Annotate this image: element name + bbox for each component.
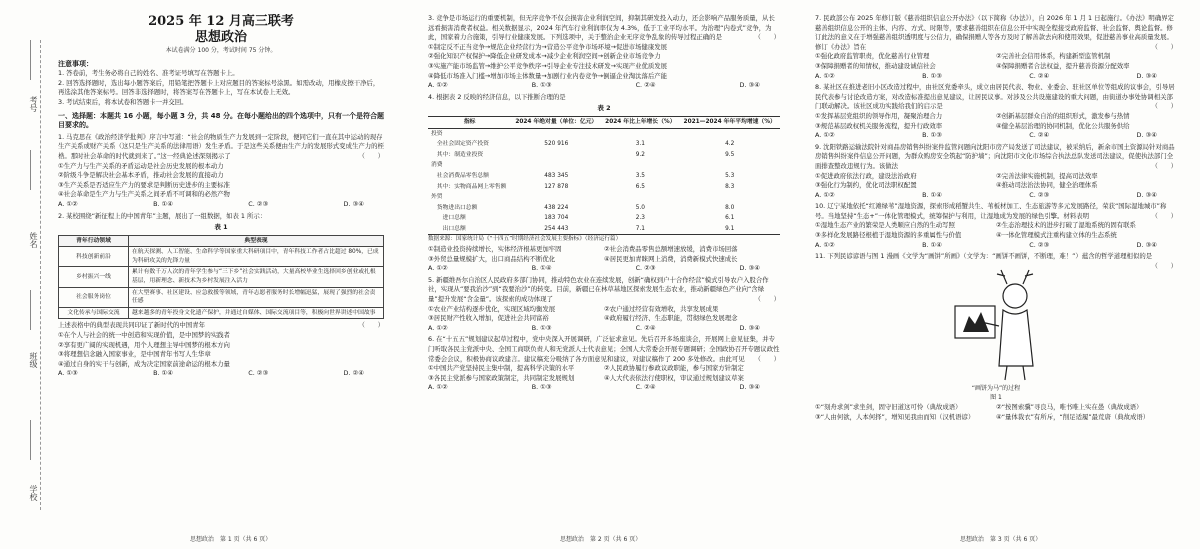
q4-items: ①制造业投资持续增长，实体经济根基更加牢固 ②社会消费品零售总额增速放缓，消费市场回落 ③外贸总量规模扩大，出口商品结构不断优化 ④居民更加青睐网上消费，消费新模式快速成长 [428,245,738,263]
q5-items: ①农业产业结构逐步优化，实现区域均衡发展 ②农户通过经营有效增收，共享发展成果 ③居民财产性收入增加，促进社会共同富裕 ④政府履行经济、生态职能，贯彻绿色发展理念 [428,304,738,323]
question-4: 4. 根据表 2 反映的经济信息，以下推断合理的是 [428,92,566,101]
option-d: D. ③④ [343,199,364,208]
q10-options [815,241,1177,251]
table-2 [428,116,780,236]
section-heading: 一、选择题：本题共 16 小题，每小题 3 分，共 48 分。在每小题给出的四个选项中，只有一个是符合题目要求的。 [58,111,384,130]
table-row: 出口总额 254 443 7.1 9.1 [431,225,735,232]
option-c: C. ②④ [1029,131,1050,140]
q11-items: ①“刻舟求剑”求坐剑，固守旧道这可怜（典故成语） ②“按图索骥”寻良马，唯书唯上实在愚（典故成语） ③“人由何欲，人本何择”，增知见我由而知（汉机语谚） ④“量体裁衣”有所斥，“削足适履”最荒唐（典故成语） [815,403,1150,421]
q2-item: ①在个人与社会的统一中创造和实现价值，是中国梦的实践者 [58,331,230,340]
q3-options [428,81,780,91]
underline [30,150,31,190]
label-xingming: 姓名 [29,232,38,248]
page-3 [815,14,1177,534]
cartoon-figure [951,266,1041,384]
option-c: C. ②④ [635,323,656,332]
table-1-caption: 表 1 [214,223,228,232]
question-8: 8. 某社区在推进老旧小区改造过程中，由社区党委牵头，成立由居民代表、物业、业委会、驻社区单位等组成的议事会，引导居民代表参与讨论改造方案，对改造标准提出意见建议，让居民议事。对涉及公共设施建设的重大问题，由街道办事处协调相关部门联动解决。该社区成功实践给我们的启示是 （ ） [815,83,1177,111]
option-b: B. ①④ [153,369,173,378]
option-b: B. ①④ [531,264,552,273]
page-footer: 思想政治 第 3 页（共 6 页） [960,536,1042,543]
option-d: D. ③④ [739,81,760,90]
option-b: B. ①③ [531,81,552,90]
option-c: C. ②③ [248,369,269,378]
table-row: 货物进出口总额 438 224 5.0 8.0 [431,204,735,211]
table-header: 典型表现 [129,235,384,247]
q1-item: ①生产力与生产关系的矛盾运动是社会历史发展的根本动力 [58,161,224,170]
option-d: D. ③④ [1136,190,1157,199]
option-c: C. ②④ [635,81,656,90]
option-a: A. ①② [428,323,448,332]
question-6: 6. 在“十五五”规划建议起草过程中，党中央深入开展调研，广泛征求意见。先后召开多场座谈会，开展网上意见征集，并专门听取各民主党派中央、全国工商联负责人和无党派人士代表意见；全国人大常委会开展专题调研；全国政协召开专题议政性常委会会议，积极协商议政建言。建议稿充分吸纳了各方面意见和建议，对建议稿作了 200 多处修改。由此可见 （ ） [428,335,780,363]
question-2: 2. 某校围绕“新征程上的中国青年”主题，展出了一组数据，如表 1 所示： [58,211,267,220]
cartoon-label: 图 1 [990,394,1002,402]
table-row: 社会服务岗位 在大型赛事、社区建设、应急救援等领域，青年志愿者服务时长增幅迅猛，展现了强烈的社会责任感 [59,287,384,307]
option-c: C. ②③ [1029,190,1050,199]
exam-title: 2025 年 12 月高三联考 [148,14,294,29]
q8-options [815,131,1177,141]
table-row: 其中：实物商品网上零售额 127 878 6.5 8.3 [431,183,735,190]
q7-options [815,72,1177,82]
option-a: A. ①② [815,190,835,199]
option-d: D. ③④ [739,323,760,332]
cartoon-caption: “画饼为马”的过程 [971,384,1021,392]
table-2-note: 数据来源：国家统计局《“十四五”时期经济社会发展主要指标》（经济运行篇） [428,236,622,243]
exam-subtitle: 本试卷满分 100 分，考试时间 75 分钟。 [165,47,277,54]
table-header: 2024 年绝对量（单位：亿元） [511,116,601,128]
q1-options [58,200,384,210]
page-footer: 思想政治 第 1 页（共 6 页） [190,536,272,543]
q7-items: ①强化政府监管职责，优化慈善行业管理 ②完善社会信用体系，构建新型监管机制 ③保障捐赠者的知情权，推动建设诚信社会 ④保障捐赠者合法权益，提升慈善资源分配效率 [815,52,1130,70]
notice-item: 2. 回答选择题时，选出每小题答案后，用铅笔把答题卡上对应题目的答案标号涂黑。如需改动，用橡皮擦干净后，再选涂其他答案标号。回答非选择题时，将答案写在答题卡上，写在本试卷上无效。 [58,78,380,97]
notice-item: 1. 答卷前，考生务必将自己的姓名、准考证号填写在答题卡上。 [58,69,239,78]
q9-options [815,191,1177,201]
option-a: A. ①② [815,131,835,140]
option-a: A. ①② [428,81,448,90]
question-9: 9. 沈阳铁路运输法院针对商品房销售纠纷案件监管问题向沈阳市房产局发送了司法建议，被采纳后，新余市国土资源局针对商品房销售纠纷案件信息公开问题，为群众购房安全筑起“防护墙”；向沈阳市文化市场综合执法总队发送司法建议，促使执法部门全面排查整改违规行为。该做法 （ ） [815,142,1177,170]
option-d: D. ③④ [1136,240,1157,249]
option-c: C. ②④ [635,383,656,392]
option-b: B. ①③ [922,131,942,140]
q3-item: ②强化知识产权保护→降低企业研发成本→减少企业利润空间→创新企业市场竞争力 [428,52,661,61]
q2-item: ④通过自身的实干与创新，成为决定国家前途命运的根本力量 [58,359,230,368]
table-2-caption: 表 2 [597,104,611,113]
q5-options [428,324,780,334]
option-d: D. ③④ [739,383,760,392]
binding-line [40,40,41,510]
question-5: 5. 新疆维吾尔自治区人民政府多部门协同，推动特色农业在连续发展，创新“确权到户十合作经营”模式引导农户入股合作社，实现从“要我治沙”到“我要治沙”的转变。目前，新疆已在林草基地区探索发展生态农业，推动新疆绿色产业向“含绿量”提升发展“含金量”。该探索的成功体现了 （ ） [428,275,780,304]
table-header: 指标 [428,116,511,128]
option-c: C. ②③ [635,264,656,273]
table-row: 外贸 [431,194,443,201]
option-b: B. ①④ [922,240,942,249]
label-kaohao: 考号 [29,96,38,112]
q8-items: ①发挥基层党组织的领导作用，凝聚治理合力 ②创新基层群众自治的组织形式，激发参与热情 ③规范基层政权机关服务流程，提升行政效率 ④健全基层治理的协同机制，优化公共服务供给 [815,111,1130,130]
q3-item: ③实施产能市场监管→维护公平竞争秩序→引导企业专注技术研发→实现产业优质发展 [428,61,668,70]
label-xuexiao: 学校 [29,485,38,501]
table-row: 消费 [431,162,443,169]
option-a: A. ①② [428,383,448,392]
q9-items: ①促进政府依法行政，建设法治政府 ②完善法律实施机制，提高司法效率 ③强化行为制约，优化司法职权配置 ④推动司法治法协同，健全治理体系 [815,171,1098,190]
q2-options [58,369,384,379]
option-d: D. ②④ [343,369,364,378]
q3-item: ④降低市场准入门槛→增加市场主体数量→加剧行业内卷竞争→倒逼企业淘汰落后产能 [428,71,668,80]
option-b: B. ①③ [531,383,552,392]
table-row: 进口总额 183 704 2.3 6.1 [431,215,735,222]
option-d: D. ③④ [739,264,760,273]
notice-heading: 注意事项： [58,59,93,68]
table-1 [58,235,384,320]
label-banji: 班级 [29,352,38,368]
table-header: 2021—2024 年年平均增速（%） [679,116,780,128]
option-b: B. ①③ [922,71,942,80]
q1-item: ④社会革命是生产力与生产关系之间矛盾不可调和的必然产物 [58,190,230,199]
q2-item: ②享有更广阔的实现机遇，用个人理想主导中国梦的根本方向 [58,340,230,349]
underline [30,420,31,460]
table-row: 社会消费品零售总额 483 345 3.5 5.3 [431,172,735,179]
question-7: 7. 民政部公布 2025 年修订版《慈善组织信息公开办法》（以下简称《办法》），自 2026 年 1 月 1 日起施行。《办法》明确界定慈善组织信息公开的主体、内容、方式、时限等，要求慈善组织在信息公开中实现全程接受政府监督、社会监督、舆论监督。修订此法的意义在于增强慈善组织透明度与公信力，确保捐赠人等各方及时了解善款去向和使用效果，促进慈善事业高质量发展。修订《办法》旨在 （ ） [815,14,1177,51]
option-b: B. ①④ [922,190,942,199]
subject-title: 思想政治 [194,30,247,45]
table-row: 其中：制造业投资 9.2 9.5 [431,151,735,158]
binding-margin [0,0,46,549]
q10-items: ①湿地生态产业的繁荣是人类顺应自然的生动写照 ②生态治理技术的进步打破了湿地系统的固有联系 ③多样化发展路径根植于湿地资源的多重属性与价值 ④一体化管理模式注重构建立体的生态系统 [815,221,1136,240]
option-d: D. ③④ [1136,71,1157,80]
underline [30,40,31,80]
q1-item: ③生产关系是否适应生产力的要求是判断历史进步的主要标准 [58,180,230,189]
q6-items: ①中国共产党坚持民主集中制，提高科学决策的水平 ②人民政协履行参政议政职能，参与国家方针制定 ③各民主党派参与国家政策制定，共同制定发展规划 ④人大代表依法行使职权，审议通过规划建议草案 [428,364,744,382]
question-11: 11. 下列民谚谚语与图 1 漫画《文学为“画饼”所画》（文学为：“画饼不画饼，不断理，难！”）蕴含的哲学道理相似的是 （ ） [815,252,1177,270]
option-a: A. ①③ [58,369,78,378]
option-c: C. ②③ [1029,240,1050,249]
table-row: 全社会固定资产投资 520 916 3.1 4.2 [431,141,735,148]
table-header: 青年行动领域 [59,235,129,247]
q6-options [428,383,780,393]
q2-item: ③将理想信念融入国家事业，是中国青年书写人生华章 [58,350,211,359]
option-a: A. ①② [58,199,78,208]
question-3: 3. 竞争是市场运行的重要机制，但无序竞争不仅会损害企业利润空间，抑制其研发投入动力，还会影响产品服务质量，从长远看损害消费者权益。相关数据显示，2024 年汽车行业利润率仅为 4.3%，低于工业平均水平。为治理“内卷式”竞争，为此，国家着力合施策，引导行业健康发展。下列选项中，关于整治企业无序竞争乱象的传导过程正确的是 （ ） [428,14,780,42]
page-1 [58,14,384,534]
option-a: A. ①② [815,71,835,80]
table-row: 乡村振兴一线 累计有数千万人次的青年学生参与“三下乡”社会实践活动，大量高校毕业生选择回乡创业或扎根基层，用新理念、新技术为乡村发展注入活力 [59,267,384,287]
table-row: 科技创新前沿 在航天探测、人工智能、生命科学等国家重大科研项目中，青年科技工作者占比超过 80%，已成为科研攻关的先锋力量 [59,247,384,267]
q3-item: ①制定反不正当竞争→规范企业经营行为→营造公平竞争市场环境→促进市场健康发展 [428,42,668,51]
option-c: C. ②④ [1029,71,1050,80]
option-c: C. ②③ [248,199,269,208]
option-b: B. ①④ [153,199,173,208]
page-footer: 思想政治 第 2 页（共 6 页） [560,536,642,543]
option-a: A. ①② [815,240,835,249]
table-row: 文化传承与国际交流 越来越多的青年投身文化遗产保护，并通过自媒体、国际交流项目等，积极向世界讲述中国故事 [59,307,384,319]
option-a: A. ①② [428,264,448,273]
table-row: 投资 [431,130,443,137]
option-d: D. ③④ [1136,131,1157,140]
q1-item: ②阶级斗争是解决社会基本矛盾，推动社会发展的直接动力 [58,171,224,180]
notice-item: 3. 考试结束后，将本试卷和答题卡一并交回。 [58,97,188,106]
q2-stem: 上述表格中的典型表现共同印证了新时代的中国青年 （ ） [58,321,384,330]
question-1: 1. 马克思在《政治经济学批判》序言中写道：“社会的物质生产力发展到一定阶段，便同它们一直在其中运动的现存生产关系或财产关系（这只是生产关系的法律用语）发生矛盾。于是这些关系便由生产力的发展形式变成生产力的桎梏。那时社会革命的时代就到来了。”这一经典论述深刻揭示了 （ ） [58,132,384,160]
question-10: 10. 辽宁某地依托“红滩绿苇”湿地资源，探索形成稻蟹共生、苇板材加工、生态旅游等多元发展路径，荣获“国际湿地城市”称号。当地坚持“生态+”一体化管理模式，统筹保护与利用，让湿地成为发展的绿色引擎。材料表明 （ ） [815,202,1177,220]
cartoon-illustration-icon [951,266,1041,384]
underline [30,290,31,330]
table-header: 2024 年比上年增长（%） [601,116,679,128]
option-b: B. ①③ [531,323,552,332]
q4-options [428,264,780,274]
page-2 [428,14,780,534]
